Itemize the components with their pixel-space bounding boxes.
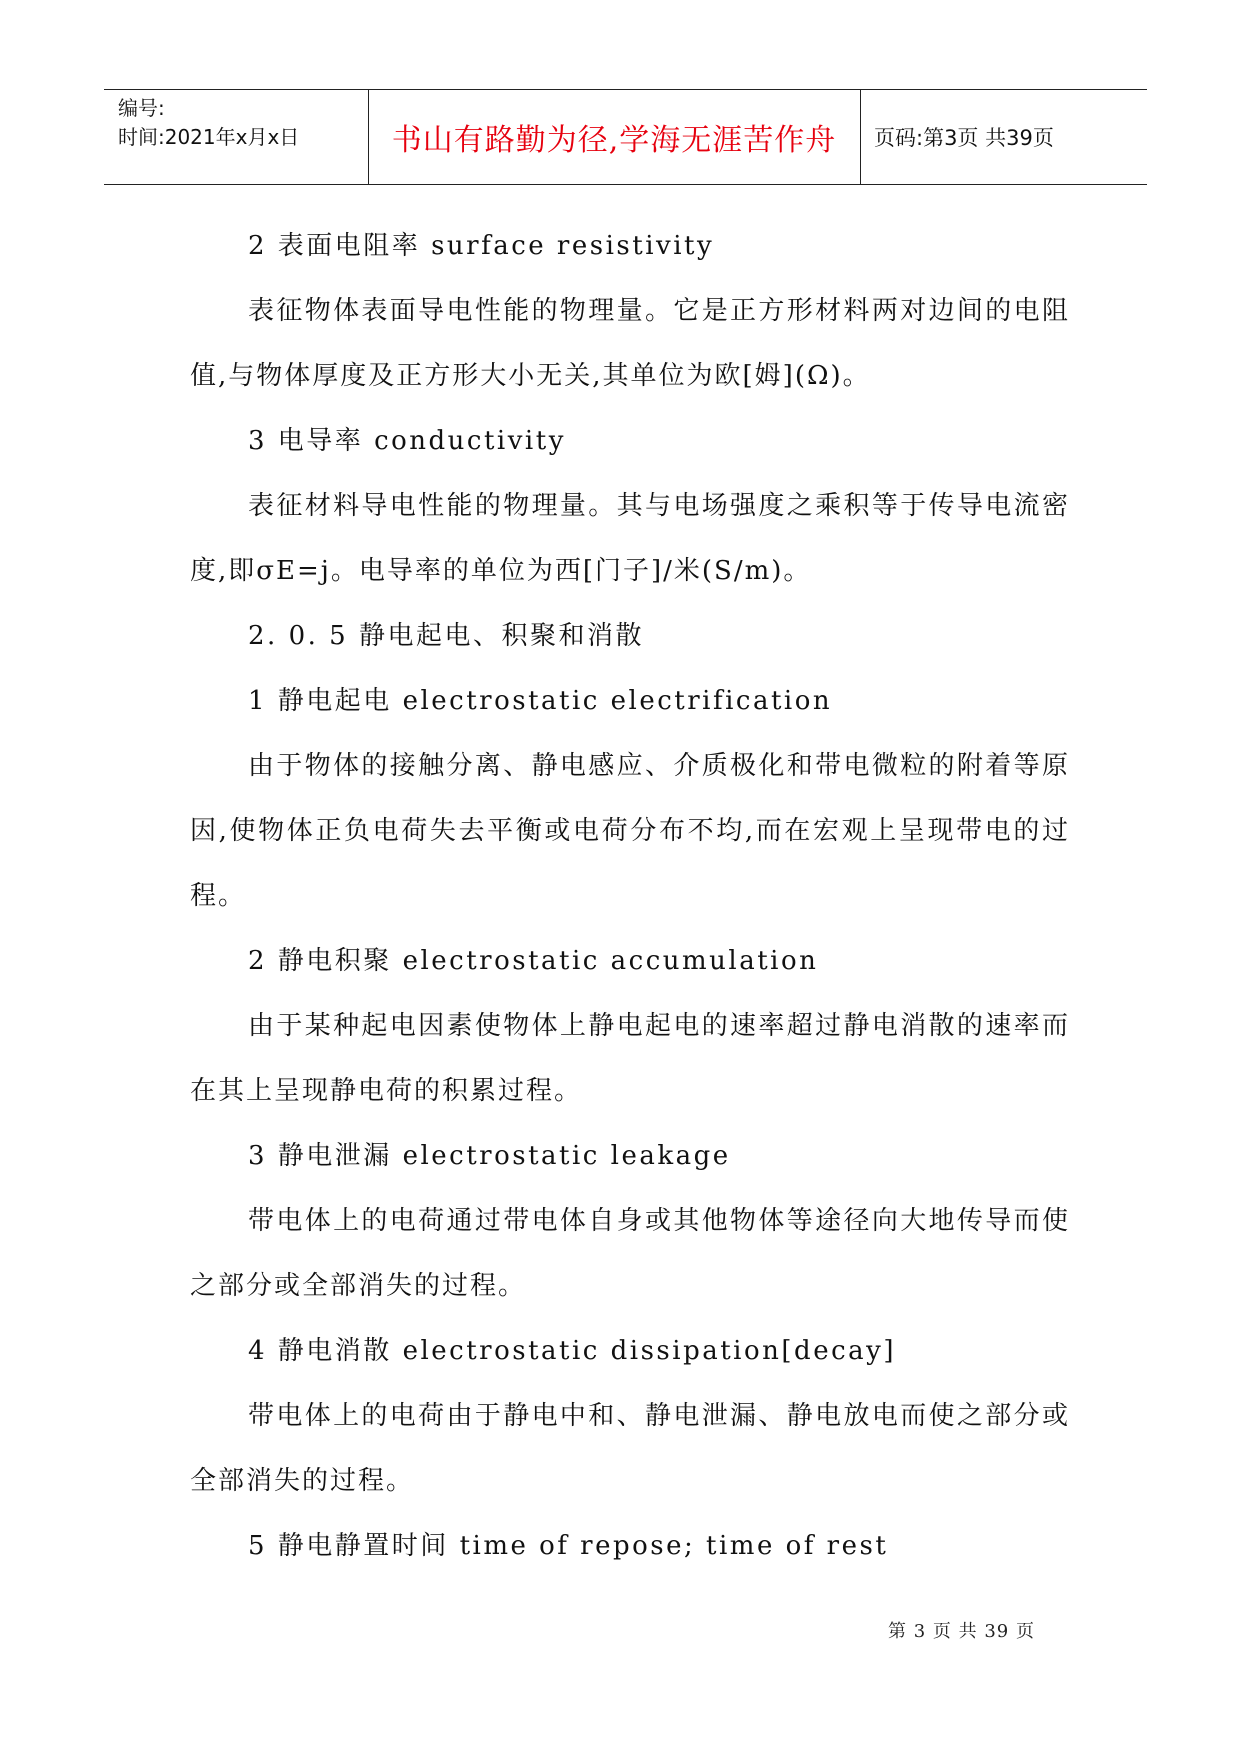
page-footer: 第 3 页 共 39 页: [888, 1621, 1035, 1642]
term-heading: 2 表面电阻率 surface resistivity: [248, 231, 715, 261]
document-body: [190, 214, 1070, 1579]
term-definition: 带电体上的电荷由于静电中和、静电泄漏、静电放电而使之部分或全部消失的过程。: [190, 1401, 1070, 1496]
term-heading: 4 静电消散 electrostatic dissipation[decay]: [248, 1336, 896, 1366]
header-meta: [118, 94, 358, 152]
term-definition: 由于某种起电因素使物体上静电起电的速率超过静电消散的速率而在其上呈现静电荷的积累过程。: [190, 1011, 1070, 1106]
section-heading: 2. 0. 5 静电起电、积聚和消散: [248, 621, 644, 651]
term-definition: 由于物体的接触分离、静电感应、介质极化和带电微粒的附着等原因,使物体正负电荷失去平衡或电荷分布不均,而在宏观上呈现带电的过程。: [190, 751, 1070, 911]
document-number-label: 编号:: [118, 96, 165, 120]
header-divider-right: [860, 90, 861, 184]
term-definition: 表征物体表面导电性能的物理量。它是正方形材料两对边间的电阻值,与物体厚度及正方形大小无关,其单位为欧[姆](Ω)。: [190, 296, 1070, 391]
header-page-code: 页码:第3页 共39页: [874, 126, 1054, 150]
term-heading: 2 静电积聚 electrostatic accumulation: [248, 946, 819, 976]
term-definition: 表征材料导电性能的物理量。其与电场强度之乘积等于传导电流密度,即σE=j。电导率的单位为西[门子]/米(S/m)。: [190, 491, 1070, 586]
term-definition: 带电体上的电荷通过带电体自身或其他物体等途径向大地传导而使之部分或全部消失的过程。: [190, 1206, 1070, 1301]
page-header: [104, 89, 1147, 185]
term-heading: 3 静电泄漏 electrostatic leakage: [248, 1141, 731, 1171]
term-heading: 5 静电静置时间 time of repose; time of rest: [248, 1531, 889, 1561]
term-heading: 3 电导率 conductivity: [248, 426, 566, 456]
document-time-label: 时间:2021年x月x日: [118, 125, 300, 149]
header-motto: 书山有路勤为径,学海无涯苦作舟: [391, 123, 837, 158]
term-heading: 1 静电起电 electrostatic electrification: [248, 686, 833, 716]
header-divider-left: [368, 90, 369, 184]
